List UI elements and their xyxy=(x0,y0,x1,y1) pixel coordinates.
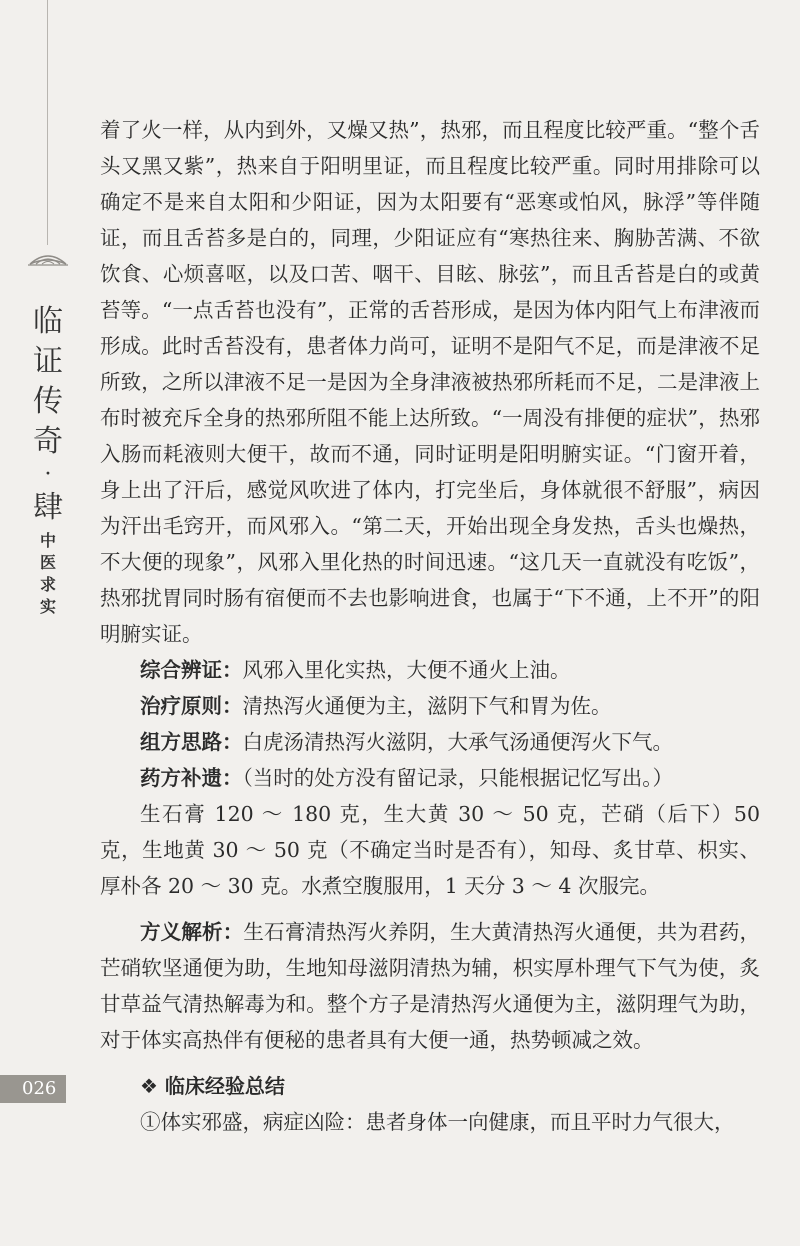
subtitle-char: 实 xyxy=(39,597,56,616)
paragraph-analysis: 着了火一样，从内到外，又燥又热”，热邪，而且程度比较严重。“整个舌头又黑又紫”，热来自于阳明里证，而且程度比较严重。同时用排除可以确定不是来自太阳和少阳证，因为太阳要有“恶寒或怕风，脉浮”等伴随证，而且舌苔多是白的，同理，少阳证应有“寒热往来、胸胁苦满、不欲饮食、心烦喜呕，以及口苦、咽干、目眩、脉弦”，而且舌苔是白的或黄苔等。“一点舌苔也没有”，正常的舌苔形成，是因为体内阳气上布津液而形成。此时舌苔没有，患者体力尚可，证明不是阳气不足，而是津液不足所致，之所以津液不足一是因为全身津液被热邪所耗而不足，二是津液上布时被充斥全身的热邪所阻不能上达所致。“一周没有排便的症状”，热邪入肠而耗液则大便干，故而不通，同时证明是阳明腑实证。“门窗开着，身上出了汗后，感觉风吹进了体内，打完坐后，身体就很不舒服”，病因为汗出毛窍开，而风邪入。“第二天，开始出现全身发热，舌头也燥热，不大便的现象”，风邪入里化热的时间迅速。“这几天一直就没有吃饭”，热邪扰胃同时肠有宿便而不去也影响进食，也属于“下不通，上不开”的阳明腑实证。 xyxy=(100,118,760,646)
book-title-char: 临 xyxy=(33,304,63,339)
page-body xyxy=(100,112,760,1140)
item-text: 白虎汤清热泻火滋阴，大承气汤通便泻火下气。 xyxy=(242,730,673,754)
book-title-char: 奇 xyxy=(33,424,63,459)
lotus-ornament-icon xyxy=(26,246,70,270)
book-title-char: 传 xyxy=(33,384,63,419)
item-text: 清热泻火通便为主，滋阴下气和胃为佐。 xyxy=(242,694,612,718)
item-treatment-principle xyxy=(100,688,760,724)
item-label: 综合辨证： xyxy=(140,658,243,682)
item-formula-approach xyxy=(100,724,760,760)
volume-char: 肆 xyxy=(33,490,63,525)
item-text: 风邪入里化实热，大便不通火上油。 xyxy=(242,658,571,682)
book-title-vertical xyxy=(28,302,68,528)
book-subtitle-vertical xyxy=(32,530,64,618)
sidebar xyxy=(0,0,70,1246)
subtitle-char: 求 xyxy=(39,575,56,594)
paragraph-clinical-point-1: ①体实邪盛，病症凶险：患者身体一向健康，而且平时力气很大， xyxy=(140,1110,735,1134)
item-label: 组方思路： xyxy=(140,730,243,754)
analysis-label: 方义解析： xyxy=(140,920,244,944)
title-separator: · xyxy=(44,462,52,487)
subtitle-char: 中 xyxy=(39,531,56,550)
sidebar-rule xyxy=(47,0,48,245)
page-number: 026 xyxy=(22,1078,57,1099)
book-title-char: 证 xyxy=(33,344,63,379)
item-prescription-supplement xyxy=(100,760,760,796)
item-text: （当时的处方没有留记录，只能根据记忆写出。） xyxy=(242,766,673,790)
analysis-text: 生石膏清热泻火养阴，生大黄清热泻火通便，共为君药，芒硝软坚通便为助，生地知母滋阴清热为辅，枳实厚朴理气下气为使，炙甘草益气清热解毒为和。整个方子是清热泻火通便为主，滋阴理气为助，对于体实高热伴有便秘的患者具有大便一通，热势顿减之效。 xyxy=(100,920,761,1052)
paragraph-prescription: 生石膏 120 ～ 180 克，生大黄 30 ～ 50 克，芒硝（后下）50 克，生地黄 30 ～ 50 克（不确定当时是否有），知母、炙甘草、枳实、厚朴各 20 ～ 30 克。水煮空腹服用，1 天分 3 ～ 4 次服完。 xyxy=(100,802,760,898)
item-label: 药方补遗： xyxy=(140,766,243,790)
item-comprehensive-diagnosis xyxy=(100,652,760,688)
section-heading-clinical-summary: ❖ 临床经验总结 xyxy=(140,1074,285,1098)
subtitle-char: 医 xyxy=(39,553,56,572)
paragraph-formula-analysis xyxy=(100,914,760,1058)
item-label: 治疗原则： xyxy=(140,694,243,718)
